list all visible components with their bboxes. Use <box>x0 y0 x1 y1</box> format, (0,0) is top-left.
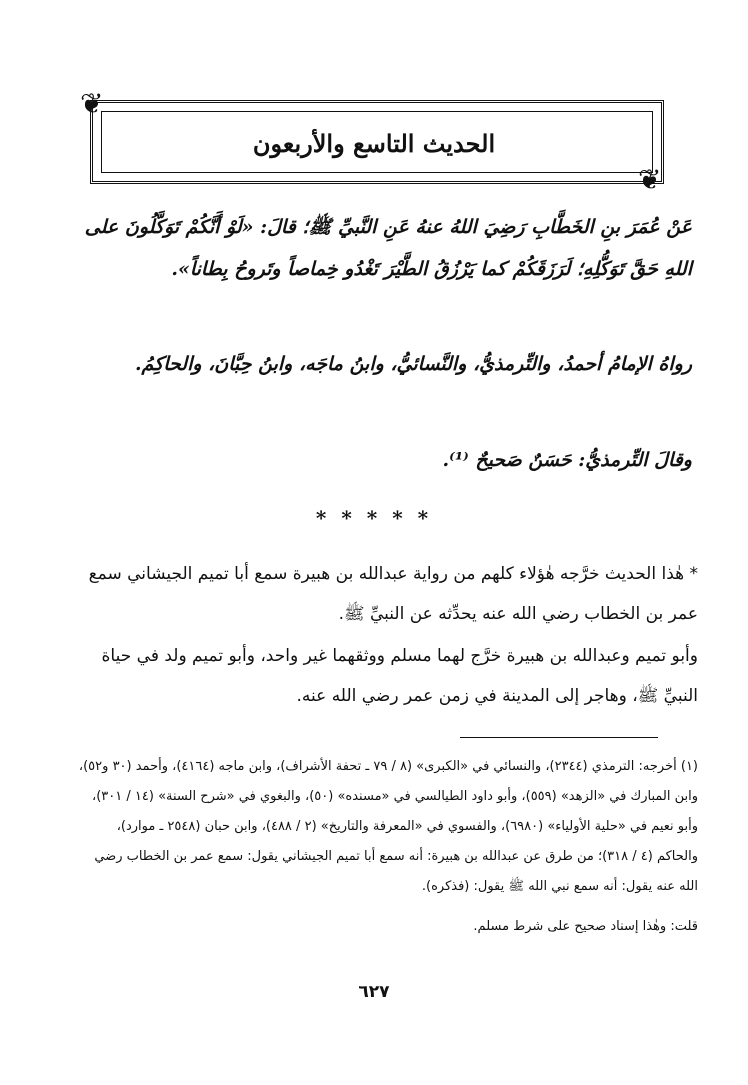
footnote-divider <box>460 737 658 738</box>
commentary-paragraph-2: وأبو تميم وعبدالله بن هبيرة خرَّج لهما مسلم ووثقهما غير واحد، وأبو تميم ولد في حياة النبيِّ ﷺ، وهاجر إلى المدينة في زمن عمر رضي الله عنه. <box>101 646 698 706</box>
floral-ornament-icon: ❦ <box>638 163 662 196</box>
commentary-paragraph-1: * هٰذا الحديث خرَّجه هٰؤلاء كلهم من رواية عبدالله بن هبيرة سمع أبا تميم الجيشاني سمع عمر بن الخطاب رضي الله عنه يحدِّثه عن النبيِّ ﷺ. <box>88 564 698 624</box>
floral-ornament-icon: ❦ <box>80 87 104 120</box>
hadith-narration: رواهُ الإمامُ أحمدُ، والتِّرمذيُّ، والنَّسائيُّ، وابنُ ماجَه، وابنُ حِبَّانَ، والحاكِمُ. <box>134 353 692 375</box>
page-number: ٦٢٧ <box>358 982 390 1002</box>
footnote-1: (١) أخرجه: الترمذي (٢٣٤٤)، والنسائي في «الكبرى» (٨ / ٧٩ ـ تحفة الأشراف)، وابن ماجه (٤١٦٤)، وأحمد (٣٠ و٥٢)، وابن المبارك في «الزهد» (٥٥٩)، وأبو داود الطيالسي في «مسنده» (٥٠)، والبغوي في «شرح السنة» (١٤ / ٣٠١)، وأبو نعيم في «حلية الأولياء» (٦٩٨٠)، والفسوي في «المعرفة والتاريخ» (٢ / ٤٨٨)، وابن حبان (٢٥٤٨ ـ موارد)، والحاكم (٤ / ٣١٨)؛ من طرق عن عبدالله بن هبيرة: أنه سمع أبا تميم الجيشاني يقول: سمع عمر بن الخطاب رضي الله عنه يقول: أنه سمع نبي الله ﷺ يقول: (فذكره). <box>78 759 698 894</box>
page-title: الحديث التاسع والأربعون <box>252 129 496 158</box>
section-separator: * * * * * <box>315 506 433 530</box>
hadith-text: عَنْ عُمَرَ بنِ الخَطَّابِ رَضِيَ اللهُ عنهُ عَنِ النَّبيِّ ﷺ؛ قالَ: «لَوْ أَنَّكُمْ تَوَكَّلُونَ على اللهِ حَقَّ تَوَكُّلِهِ؛ لَرَزَقَكُمْ كما يَرْزُقُ الطَّيْرَ تَغْدُو خِماصاً وتَروحُ بِطاناً». <box>84 216 692 280</box>
footnote-remark: قلت: وهٰذا إسناد صحيح على شرط مسلم. <box>473 919 698 934</box>
hadith-grading: وقالَ التِّرمذيُّ: حَسَنٌ صَحيحٌ ⁽¹⁾. <box>442 449 692 471</box>
